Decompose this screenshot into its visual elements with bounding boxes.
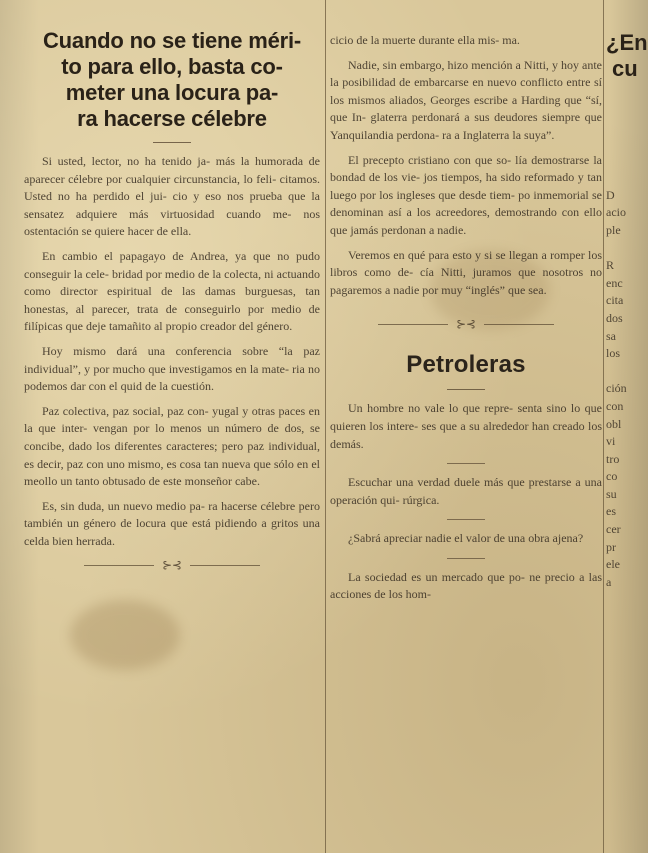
right-fragment: vi (606, 434, 616, 449)
left-headline-line: to para ello, basta co- (61, 54, 283, 79)
column-rule-left (325, 0, 326, 853)
right-fragment: acio (606, 205, 626, 220)
right-fragment: enc (606, 275, 623, 290)
right-headline (606, 30, 648, 82)
right-fragment: a (606, 574, 612, 589)
middle-paragraph: cicio de la muerte durante ella mis- ma. (330, 33, 520, 47)
right-fragment: su (606, 486, 617, 501)
right-fragment: cita (606, 293, 624, 308)
saying: Escuchar una verdad duele más que prestarse a una operación qui- rúrgica. (330, 475, 602, 507)
right-headline-line: cu (612, 56, 638, 81)
right-fragment (606, 134, 639, 152)
right-column-cutoff (606, 0, 648, 853)
right-fragment: R (606, 258, 615, 273)
right-fragment: tro (606, 451, 620, 466)
saying: La sociedad es un mercado que po- ne precio a las acciones de los hom- (330, 569, 602, 602)
right-fragment: co (606, 469, 618, 484)
saying-divider (447, 519, 485, 520)
right-fragment (606, 152, 639, 170)
middle-column (330, 0, 602, 853)
left-headline (24, 28, 320, 132)
right-fragment (606, 169, 639, 187)
middle-article-body (330, 32, 602, 299)
right-fragment: cer (606, 522, 621, 537)
left-paragraph: Es, sin duda, un nuevo medio pa- ra hacerse célebre pero también un género de locura que está pidiendo a gritos una celda bien herrada. (24, 498, 320, 548)
right-fragment (606, 240, 639, 258)
right-headline-line: ¿En (606, 30, 648, 55)
section-title: Petroleras (406, 351, 526, 379)
right-fragment: ple (606, 222, 621, 237)
right-fragment: pr (606, 539, 616, 554)
right-fragment (606, 363, 639, 381)
headline-rule (153, 142, 191, 143)
right-fragment: D (606, 187, 615, 202)
left-paragraph: Si usted, lector, no ha tenido ja- más la humorada de aparecer célebre por cualquier circunstancia, lo feli- citamos. Usted no ha perdido el jui- cio y eso nos prueba que la sensatez adquiere más virtuosidad cuando me- nos ostentación se quiere hacer de ella. (24, 154, 320, 239)
left-article-body (24, 153, 320, 550)
right-fragment: dos (606, 310, 623, 325)
right-fragment: obl (606, 416, 622, 431)
left-paragraph: Hoy mismo dará una conferencia sobre “la paz individual”, y por mucho que investigamos en la mate- ria no podemos dar con el quid de la cuestión. (24, 343, 320, 394)
right-fragment: es (606, 504, 616, 519)
middle-paragraph: Veremos en qué para esto y si se llegan a romper los libros como de- cía Nitti, juramos que nosotros no pagaremos a nadie por muy “inglés” que sea. (330, 247, 602, 297)
middle-paragraph: Nadie, sin embargo, hizo mención a Nitti, y hoy ante la posibilidad de embarcarse en nuevo conflicto entre sí los mismos aliados, Georges escribe a Harding que “sí, que In- glaterra perdonará a sus deudores siempre que Yanquilandia perdona- ra a Inglaterra la suya”. (330, 57, 602, 142)
saying-divider (447, 463, 485, 464)
left-paragraph: En cambio el papagayo de Andrea, ya que no pudo conseguir la cele- bridad por medio de la colecta, ni actuando como director espiritual de las damas burguesas, tan honestas, al parecer, trata de conseguirlo por medio de filípicas que deje tamañito al propio creador del género. (24, 248, 320, 334)
right-fragment: los (606, 346, 621, 361)
right-fragment: sa (606, 328, 616, 343)
right-fragment: ele (606, 557, 620, 572)
saying-divider (447, 558, 485, 559)
sayings-list (330, 400, 602, 604)
right-fragment: ción (606, 381, 627, 396)
left-column (24, 0, 320, 853)
column-rule-right (603, 0, 604, 853)
left-headline-line: meter una locura pa- (65, 80, 279, 105)
right-fragment: con (606, 398, 624, 413)
middle-paragraph: El precepto cristiano con que so- lía demostrarse la bondad de los vie- jos tiempos, ha sido reformado y tan luego por los ingleses que desde tiem- po inmemorial se denominan así a los acreedores, demostrando con ello que jamás perdonan a nadie. (330, 152, 602, 237)
left-paragraph: Paz colectiva, paz social, paz con- yugal y otras paces en la que inter- vengan por lo menos un número de dos, se concibe, dado los diferentes caracteres; pero paz individual, es decir, paz con uno mismo, es cosa tan nueva que sólo en el meollo un tanto obtusado de este monseñor cabe. (24, 403, 320, 489)
left-headline-line: Cuando no se tiene méri- (42, 28, 302, 53)
separator-ornament: ⊱⊰ (330, 317, 602, 331)
right-text-fragments (606, 134, 639, 591)
section-title-rule (447, 389, 485, 390)
left-headline-line: ra hacerse célebre (77, 106, 267, 131)
end-ornament: ⊱⊰ (24, 558, 320, 572)
saying: ¿Sabrá apreciar nadie el valor de una obra ajena? (348, 531, 584, 546)
saying: Un hombre no vale lo que repre- senta sino lo que quieren los intere- ses que a su alrededor han creado los demás. (330, 401, 602, 451)
